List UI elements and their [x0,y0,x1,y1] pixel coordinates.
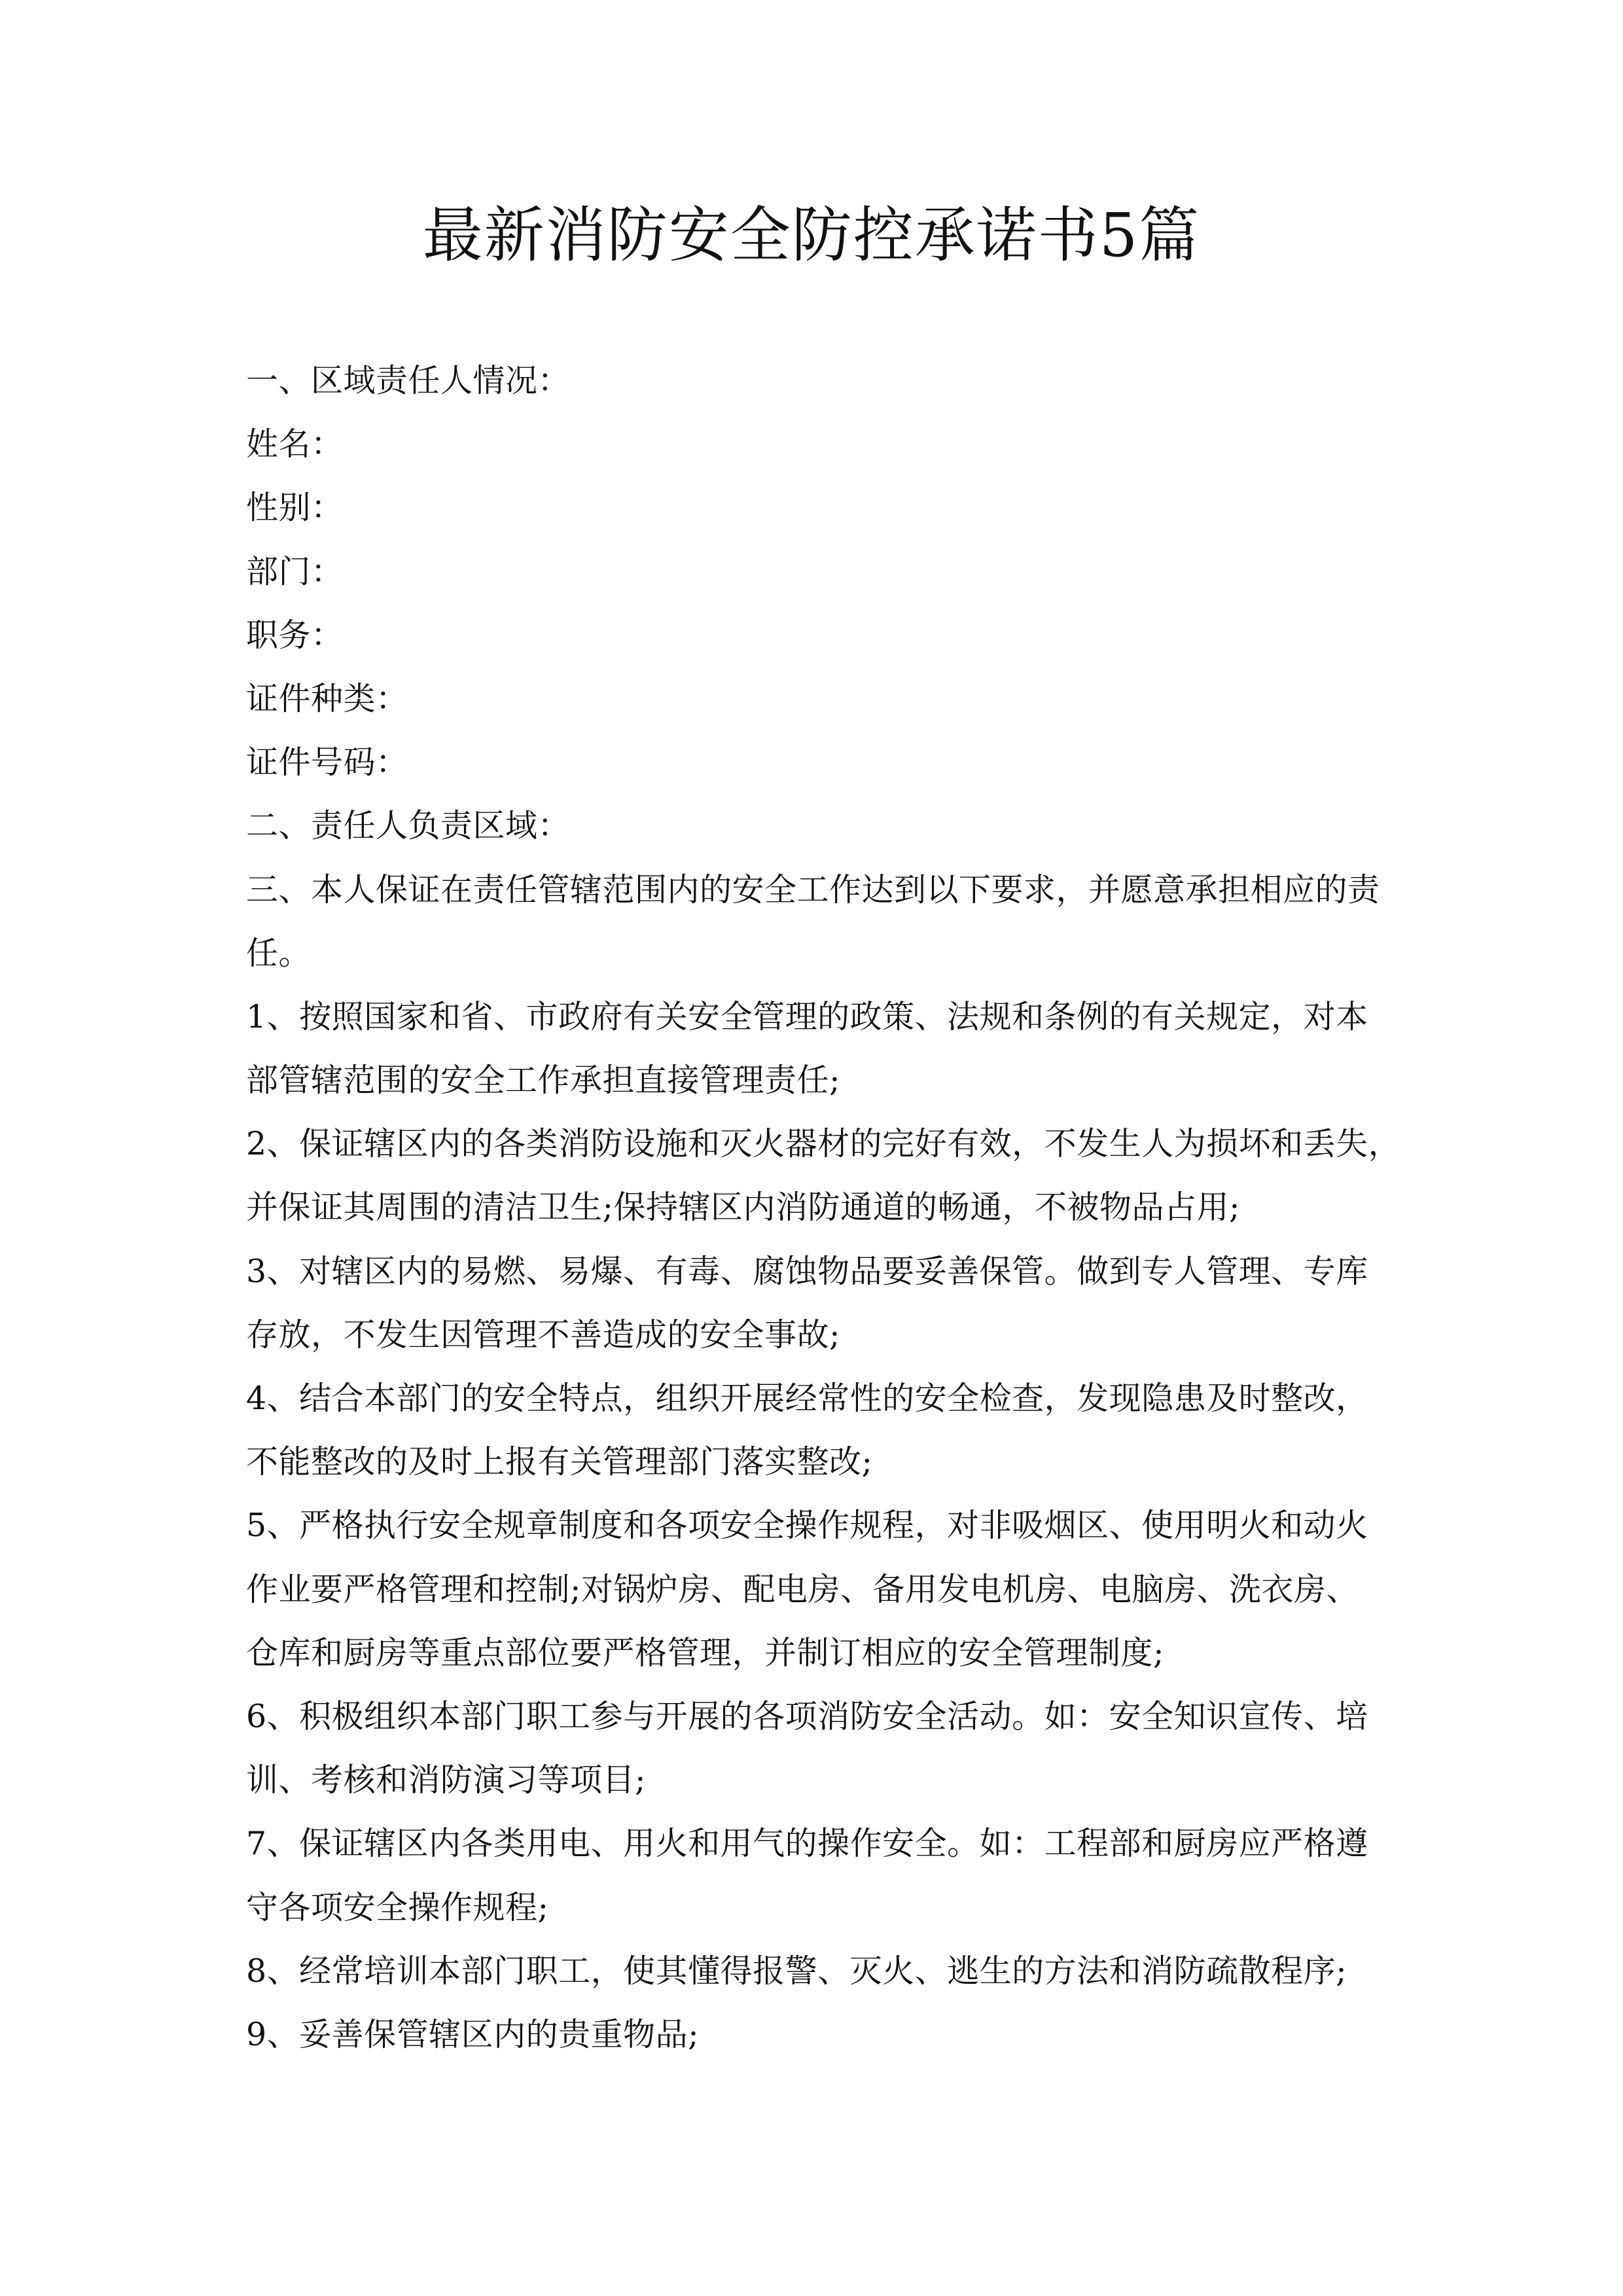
text-line: 9、妥善保管辖区内的贵重物品; [246,2015,700,2053]
paragraph [246,1494,1398,1685]
text-line: 存放，不发生因管理不善造成的安全事故; [246,1316,841,1354]
document-title: 最新消防安全防控承诺书5篇 [422,200,1201,270]
text-line: 6、积极组织本部门职工参与开展的各项消防安全活动。如：安全知识宣传、培 [246,1697,1368,1735]
text-line: 不能整改的及时上报有关管理部门落实整改; [246,1443,873,1481]
text-line: 训、考核和消防演习等项目; [246,1761,647,1799]
text-line: 5、严格执行安全规章制度和各项安全操作规程，对非吸烟区、使用明火和动火 [246,1507,1368,1545]
text-line: 二、责任人负责区域： [246,807,571,845]
text-line: 守各项安全操作规程; [246,1888,549,1926]
text-line: 2、保证辖区内的各类消防设施和灭火器材的完好有效，不发生人为损坏和丢失， [246,1125,1401,1163]
paragraph [246,603,1398,667]
paragraph [246,540,1398,603]
text-line: 一、区域责任人情况： [246,362,571,399]
document-body [246,349,1401,2066]
text-line: 证件种类： [246,679,408,717]
text-line: 证件号码： [246,744,408,781]
paragraph [246,412,1398,476]
text-line: 1、按照国家和省、市政府有关安全管理的政策、法规和条例的有关规定，对本 [246,997,1368,1035]
text-line: 部管辖范围的安全工作承担直接管理责任; [246,1062,841,1100]
paragraph [246,667,1398,730]
paragraph [246,1112,1401,1239]
text-line: 仓库和厨房等重点部位要严格管理，并制订相应的安全管理制度; [246,1634,1165,1672]
text-line: 任。 [246,934,312,972]
text-line: 并保证其周围的清洁卫生;保持辖区内消防通道的畅通，不被物品占用; [246,1189,1241,1227]
paragraph [246,1367,1398,1494]
text-line: 4、结合本部门的安全特点，组织开展经常性的安全检查，发现隐患及时整改， [246,1380,1368,1417]
text-line: 职务： [246,616,344,654]
paragraph [246,2003,1398,2066]
text-line: 姓名： [246,425,344,463]
paragraph [246,794,1398,857]
text-line: 3、对辖区内的易燃、易爆、有毒、腐蚀物品要妥善保管。做到专人管理、专库 [246,1252,1368,1290]
paragraph [246,1240,1398,1367]
text-line: 8、经常培训本部门职工，使其懂得报警、灭火、逃生的方法和消防疏散程序; [246,1952,1347,1990]
paragraph [246,476,1398,539]
paragraph [246,1812,1398,1939]
paragraph [246,1939,1398,2003]
paragraph [246,858,1398,985]
paragraph [246,1685,1398,1812]
text-line: 性别： [246,489,344,527]
paragraph [246,349,1398,412]
text-line: 作业要严格管理和控制;对锅炉房、配电房、备用发电机房、电脑房、洗衣房、 [246,1570,1359,1608]
text-line: 三、本人保证在责任管辖范围内的安全工作达到以下要求，并愿意承担相应的责 [246,870,1380,908]
text-line: 7、保证辖区内各类用电、用火和用气的操作安全。如：工程部和厨房应严格遵 [246,1825,1368,1863]
paragraph [246,985,1398,1112]
text-line: 部门： [246,552,344,590]
paragraph [246,730,1398,794]
